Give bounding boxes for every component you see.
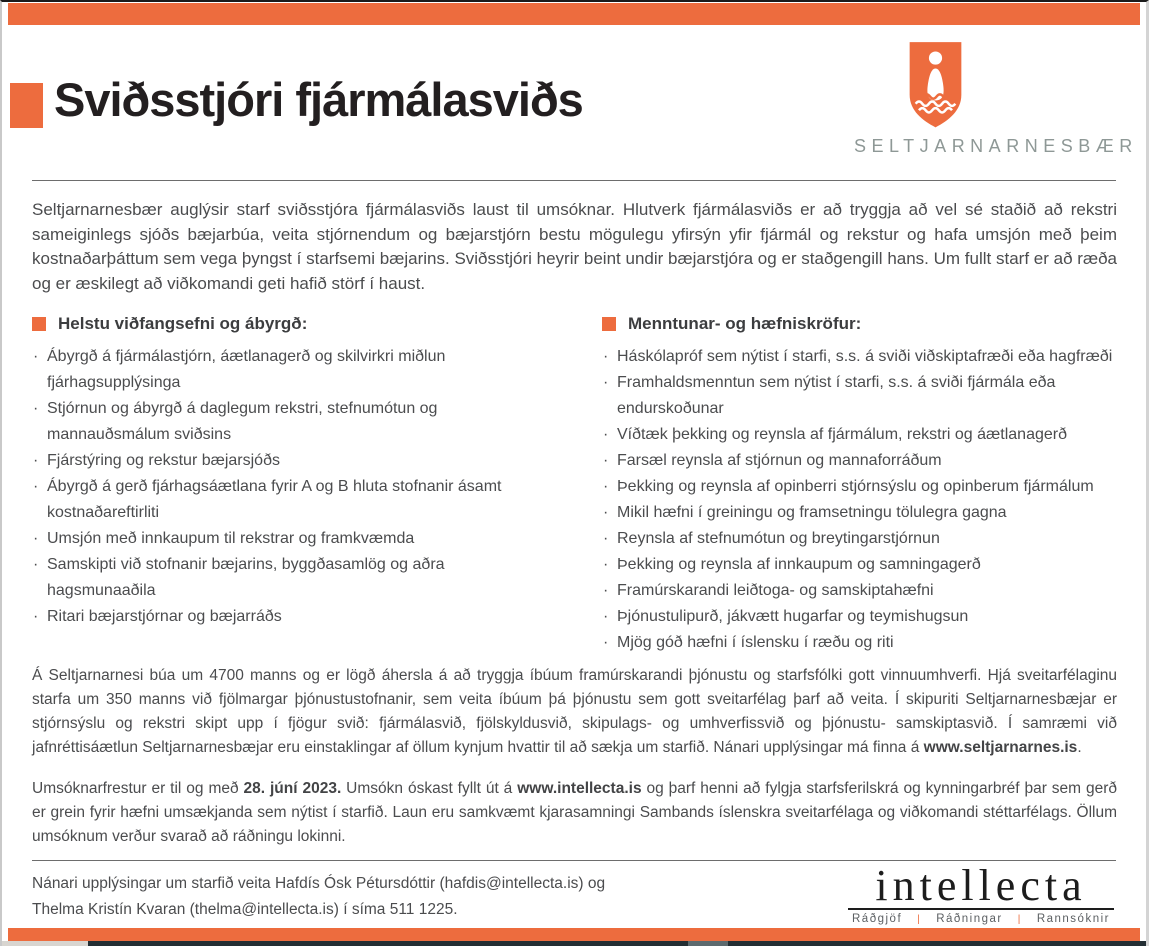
list-item-text: Mikil hæfni í greiningu og framsetningu tölulegra gagna xyxy=(617,504,1007,521)
duties-heading-row xyxy=(32,314,537,334)
bullet-icon: · xyxy=(603,556,609,573)
bullet-icon: · xyxy=(603,634,609,651)
header-divider xyxy=(32,180,1116,181)
tagline-radningar: Ráðningar xyxy=(936,913,1003,925)
application-text-2: Umsókn óskast fyllt út á xyxy=(341,780,518,797)
bullet-icon: · xyxy=(33,556,39,573)
requirements-columns xyxy=(32,314,1116,656)
list-item-text: Framúrskarandi leiðtoga- og samskiptahæfni xyxy=(617,582,934,599)
list-item-text: Framhaldsmenntun sem nýtist í starfi, s.s. á sviði fjármála eða endurskoðunar xyxy=(617,374,1056,417)
list-item xyxy=(32,604,537,630)
lower-paragraphs xyxy=(32,664,1117,849)
qualifications-list xyxy=(602,344,1116,656)
list-item xyxy=(602,552,1116,578)
about-paragraph xyxy=(32,664,1117,760)
list-item xyxy=(602,578,1116,604)
list-item xyxy=(602,474,1116,500)
list-item-text: Samskipti við stofnanir bæjarins, byggðasamlög og aðra hagsmunaaðila xyxy=(47,556,445,599)
page-title: Sviðsstjóri fjármálasviðs xyxy=(54,73,583,126)
intro-paragraph: Seltjarnarnesbær auglýsir starf sviðsstjóra fjármálasviðs laust til umsóknar. Hlutverk fjármálasviðs er að tryggja að vel sé staðið að rekstri sameiginlegs sjóðs bæjarbúa, veita stjórnendum og bæjarstjórn bestu mögulegu yfirsýn yfir fjármál og rekstur og hafa umsjón með þeim kostnaðarþáttum sem vega þyngst í starfsemi bæjarins. Sviðsstjóri heyrir beint undir bæjarstjóra og er staðgengill hans. Um fullt starf er að ræða og er æskilegt að viðkomandi geti hafið störf í haust. xyxy=(32,200,1117,293)
list-item-text: Ritari bæjarstjórnar og bæjarráðs xyxy=(47,608,282,625)
list-item-text: Ábyrgð á fjármálastjórn, áætlanagerð og skilvirkri miðlun fjárhagsupplýsinga xyxy=(47,348,446,391)
seltjarnarnes-crest-icon xyxy=(908,39,963,131)
heading-square-icon xyxy=(32,317,46,331)
bullet-icon: · xyxy=(603,452,609,469)
list-item xyxy=(602,526,1116,552)
list-item xyxy=(602,500,1116,526)
bullet-icon: · xyxy=(603,608,609,625)
list-item-text: Þjónustulipurð, jákvætt hugarfar og teymishugsun xyxy=(617,608,969,625)
list-item-text: Þekking og reynsla af opinberri stjórnsýslu og opinberum fjármálum xyxy=(617,478,1094,495)
list-item-text: Stjórnun og ábyrgð á daglegum rekstri, stefnumótun og mannauðsmálum sviðsins xyxy=(47,400,438,443)
footer-contact xyxy=(32,871,605,923)
bullet-icon: · xyxy=(603,348,609,365)
list-item xyxy=(602,630,1116,656)
intellecta-wordmark: intellecta xyxy=(848,864,1114,910)
tagline-rannsoknir: Rannsóknir xyxy=(1036,913,1110,925)
list-item-text: Umsjón með innkaupum til rekstrar og framkvæmda xyxy=(47,530,415,547)
duties-column xyxy=(32,314,537,656)
intellecta-tagline xyxy=(848,913,1114,925)
list-item xyxy=(32,552,537,604)
bullet-icon: · xyxy=(33,400,39,417)
bullet-icon: · xyxy=(33,452,39,469)
list-item xyxy=(32,396,537,448)
bullet-icon: · xyxy=(603,504,609,521)
list-item-text: Fjárstýring og rekstur bæjarsjóðs xyxy=(47,452,280,469)
bullet-icon: · xyxy=(33,478,39,495)
intellecta-website-link[interactable]: www.intellecta.is xyxy=(517,780,642,797)
list-item xyxy=(602,422,1116,448)
list-item-text: Ábyrgð á gerð fjárhagsáætlana fyrir A og B hluta stofnanir ásamt kostnaðareftirliti xyxy=(47,478,502,521)
application-deadline: 28. júní 2023. xyxy=(243,780,342,797)
bullet-icon: · xyxy=(33,608,39,625)
list-item xyxy=(32,474,537,526)
bullet-icon: · xyxy=(603,426,609,443)
duties-heading: Helstu viðfangsefni og ábyrgð: xyxy=(58,314,308,333)
list-item xyxy=(602,604,1116,630)
list-item xyxy=(32,526,537,552)
qualifications-heading: Menntunar- og hæfniskröfur: xyxy=(628,314,862,333)
heading-square-icon xyxy=(602,317,616,331)
about-text: Á Seltjarnarnesi búa um 4700 manns og er lögð áhersla á að tryggja íbúum framúrskarandi þjónustu og starfsfólki gott vinnuumhverfi. Hjá sveitarfélaginu starfa um 350 manns við fjölmargar þjónustustofnanir, sem veita íbúum þá þjónustu sem gott sveitarfélag þarf að veita. Í skipuriti Seltjarnarnesbæjar er stjórnsýslu og rekstri skipt upp í fjögur svið: fjármálasvið, fjölskyldusvið, skipulags- og umhverfissvið og þjónustu- samskiptasvið. Í samræmi við jafnréttisáætlun Seltjarnarnesbæjar eru einstaklingar af öllum kynjum hvattir til að sækja um starfið. Nánari upplýsingar má finna á xyxy=(32,667,1117,756)
bullet-icon: · xyxy=(603,582,609,599)
bullet-icon: · xyxy=(603,478,609,495)
intellecta-logo xyxy=(848,861,1114,925)
list-item xyxy=(602,370,1116,422)
list-item xyxy=(32,344,537,396)
list-item-text: Reynsla af stefnumótun og breytingarstjórnun xyxy=(617,530,940,547)
contact-line-2: Thelma Kristín Kvaran (thelma@intellecta.is) í síma 511 1225. xyxy=(32,901,458,918)
bullet-icon: · xyxy=(603,374,609,391)
window-scrollbar[interactable] xyxy=(2,941,1146,946)
list-item xyxy=(602,448,1116,474)
application-text-3: og þarf henni að fylgja starfsferilskrá og kynningarbréf þar sem gerð er grein fyrir hæfni umsækjanda sem nýtist í starfið. Laun eru samkvæmt kjarasamningi Sambands íslenskra sveitarfélaga og viðkomandi stéttarfélags. Öllum umsóknum verður svarað að ráðningu lokinni. xyxy=(32,780,1118,845)
qualifications-column xyxy=(602,314,1116,656)
list-item xyxy=(602,344,1116,370)
list-item-text: Þekking og reynsla af innkaupum og samningagerð xyxy=(617,556,981,573)
scrollbar-corner xyxy=(2,941,88,946)
list-item-text: Víðtæk þekking og reynsla af fjármálum, rekstri og áætlanagerð xyxy=(617,426,1067,443)
seltjarnarnes-website-link[interactable]: www.seltjarnarnes.is xyxy=(923,739,1078,756)
top-accent-bar xyxy=(8,3,1140,25)
scrollbar-thumb[interactable] xyxy=(688,941,728,946)
tagline-radgjof: Ráðgjöf xyxy=(852,913,903,925)
application-text-1: Umsóknarfrestur er til og með xyxy=(32,780,244,797)
tagline-separator-icon: | xyxy=(1017,913,1022,925)
list-item-text: Mjög góð hæfni í íslensku í ræðu og riti xyxy=(617,634,894,651)
list-item xyxy=(32,448,537,474)
duties-list xyxy=(32,344,537,630)
title-accent-square xyxy=(10,83,43,128)
bullet-icon: · xyxy=(603,530,609,547)
qualifications-heading-row xyxy=(602,314,1116,334)
bullet-icon: · xyxy=(33,530,39,547)
list-item-text: Háskólapróf sem nýtist í starfi, s.s. á sviði viðskiptafræði eða hagfræði xyxy=(617,348,1113,365)
bullet-icon: · xyxy=(33,348,39,365)
municipality-name: SELTJARNARNESBÆR xyxy=(854,136,1138,156)
tagline-separator-icon: | xyxy=(917,913,922,925)
about-text-end: . xyxy=(1077,739,1082,756)
list-item-text: Farsæl reynsla af stjórnun og mannaforráðum xyxy=(617,452,942,469)
contact-line-1: Nánari upplýsingar um starfið veita Hafdís Ósk Pétursdóttir (hafdis@intellecta.is) og xyxy=(32,875,606,892)
application-paragraph xyxy=(32,777,1117,849)
